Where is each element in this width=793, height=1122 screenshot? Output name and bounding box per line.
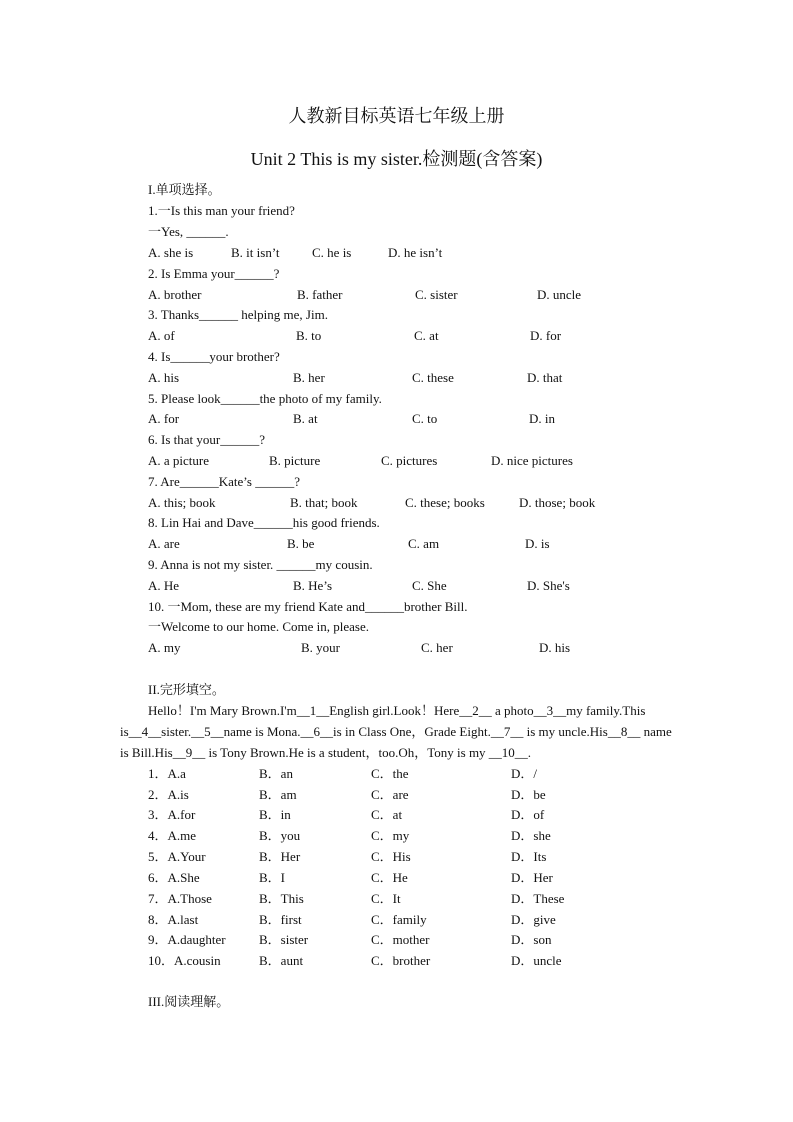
option-d: D. for xyxy=(530,328,562,343)
option-d: D. his xyxy=(539,640,571,655)
option-a: A. are xyxy=(148,536,180,551)
question-text: 5. Please look______the photo of my family. xyxy=(148,391,382,406)
option-b: B. her xyxy=(293,370,325,385)
option-a: A. she is xyxy=(148,245,194,260)
option-d: D. that xyxy=(527,370,563,385)
question-text: 7. Are______Kate’s ______? xyxy=(148,474,301,489)
option-a: A. my xyxy=(148,640,181,655)
option-b: B. be xyxy=(287,536,315,551)
option-d: D. uncle xyxy=(537,287,582,302)
cloze-option-c: C．family xyxy=(371,912,427,927)
cloze-option-a: 10．A.cousin xyxy=(148,953,221,968)
cloze-option-c: C．mother xyxy=(371,932,430,947)
cloze-option-d: D．give xyxy=(511,912,556,927)
question-text: 3. Thanks______ helping me, Jim. xyxy=(148,307,328,322)
cloze-option-a: 3．A.for xyxy=(148,807,196,822)
option-b: B. that; book xyxy=(290,495,358,510)
cloze-option-a: 4．A.me xyxy=(148,828,197,843)
cloze-option-a: 9．A.daughter xyxy=(148,932,226,947)
question-text: 8. Lin Hai and Dave______his good friends. xyxy=(148,515,380,530)
option-c: C. her xyxy=(421,640,453,655)
cloze-option-b: B．I xyxy=(259,870,286,885)
cloze-option-d: D．/ xyxy=(511,766,538,781)
option-b: B. it isn’t xyxy=(231,245,280,260)
option-b: B. to xyxy=(296,328,322,343)
question-text: 1.一Is this man your friend? xyxy=(148,203,295,218)
document-title: 人教新目标英语七年级上册 xyxy=(288,106,505,126)
cloze-option-b: B．Her xyxy=(259,849,301,864)
cloze-option-b: B．aunt xyxy=(259,953,304,968)
cloze-option-d: D．uncle xyxy=(511,953,562,968)
option-a: A. He xyxy=(148,578,180,593)
question-text: 2. Is Emma your______? xyxy=(148,266,280,281)
cloze-option-b: B．am xyxy=(259,787,297,802)
cloze-option-a: 5．A.Your xyxy=(148,849,206,864)
option-d: D. She's xyxy=(527,578,570,593)
cloze-option-b: B．This xyxy=(259,891,304,906)
cloze-option-a: 2．A.is xyxy=(148,787,189,802)
option-a: A. his xyxy=(148,370,180,385)
option-b: B. picture xyxy=(269,453,321,468)
cloze-option-c: C．It xyxy=(371,891,401,906)
option-d: D. those; book xyxy=(519,495,596,510)
cloze-passage xyxy=(120,700,680,763)
cloze-option-b: B．in xyxy=(259,807,291,822)
section-heading: II.完形填空。 xyxy=(148,682,225,697)
cloze-option-d: D．she xyxy=(511,828,551,843)
option-d: D. he isn’t xyxy=(388,245,443,260)
option-c: C. to xyxy=(412,411,438,426)
option-b: B. your xyxy=(301,640,340,655)
cloze-option-d: D．be xyxy=(511,787,546,802)
option-c: C. She xyxy=(412,578,447,593)
question-text: 一Yes, ______. xyxy=(148,224,229,239)
option-b: B. at xyxy=(293,411,318,426)
cloze-option-b: B．sister xyxy=(259,932,309,947)
cloze-option-c: C．He xyxy=(371,870,408,885)
document-subtitle: Unit 2 This is my sister.检测题(含答案) xyxy=(250,149,543,169)
cloze-option-d: D．Its xyxy=(511,849,547,864)
option-b: B. father xyxy=(297,287,343,302)
question-text: 9. Anna is not my sister. ______my cousin. xyxy=(148,557,373,572)
cloze-option-b: B．an xyxy=(259,766,293,781)
question-text: 10. 一Mom, these are my friend Kate and______brother Bill. xyxy=(148,599,468,614)
option-a: A. of xyxy=(148,328,175,343)
option-a: A. this; book xyxy=(148,495,216,510)
option-c: C. at xyxy=(414,328,439,343)
question-text: 一Welcome to our home. Come in, please. xyxy=(148,619,369,634)
cloze-option-d: D．son xyxy=(511,932,552,947)
option-c: C. these; books xyxy=(405,495,485,510)
cloze-option-d: D．Her xyxy=(511,870,553,885)
cloze-option-c: C．are xyxy=(371,787,409,802)
cloze-option-c: C．at xyxy=(371,807,403,822)
option-c: C. he is xyxy=(312,245,352,260)
section-heading: III.阅读理解。 xyxy=(148,994,230,1009)
option-b: B. He’s xyxy=(293,578,332,593)
option-d: D. in xyxy=(529,411,555,426)
cloze-option-d: D．of xyxy=(511,807,545,822)
cloze-passage-text: Hello！I'm Mary Brown.I'm__1__English girl.Look！Here__2__ a photo__3__my family.This is__4__sister.__5__name is Mona.__6__is in Class One，Grade Eight.__7__ is my uncle.His__8__ name is Bill.His__9__ is Tony Brown.He is a student，too.Oh，Tony is my __10__. xyxy=(120,703,672,760)
option-d: D. nice pictures xyxy=(491,453,573,468)
question-text: 4. Is______your brother? xyxy=(148,349,280,364)
cloze-option-c: C．His xyxy=(371,849,411,864)
cloze-option-d: D．These xyxy=(511,891,565,906)
option-c: C. sister xyxy=(415,287,458,302)
cloze-option-b: B．first xyxy=(259,912,302,927)
cloze-option-a: 6．A.She xyxy=(148,870,200,885)
cloze-option-c: C．my xyxy=(371,828,410,843)
cloze-option-a: 7．A.Those xyxy=(148,891,212,906)
option-a: A. brother xyxy=(148,287,202,302)
cloze-option-c: C．brother xyxy=(371,953,431,968)
question-text: 6. Is that your______? xyxy=(148,432,265,447)
option-a: A. a picture xyxy=(148,453,210,468)
option-c: C. am xyxy=(408,536,440,551)
cloze-option-a: 1．A.a xyxy=(148,766,186,781)
option-d: D. is xyxy=(525,536,550,551)
cloze-option-c: C．the xyxy=(371,766,409,781)
option-c: C. pictures xyxy=(381,453,438,468)
cloze-option-b: B．you xyxy=(259,828,301,843)
option-a: A. for xyxy=(148,411,180,426)
section-heading: I.单项选择。 xyxy=(148,182,221,197)
option-c: C. these xyxy=(412,370,454,385)
cloze-option-a: 8．A.last xyxy=(148,912,199,927)
